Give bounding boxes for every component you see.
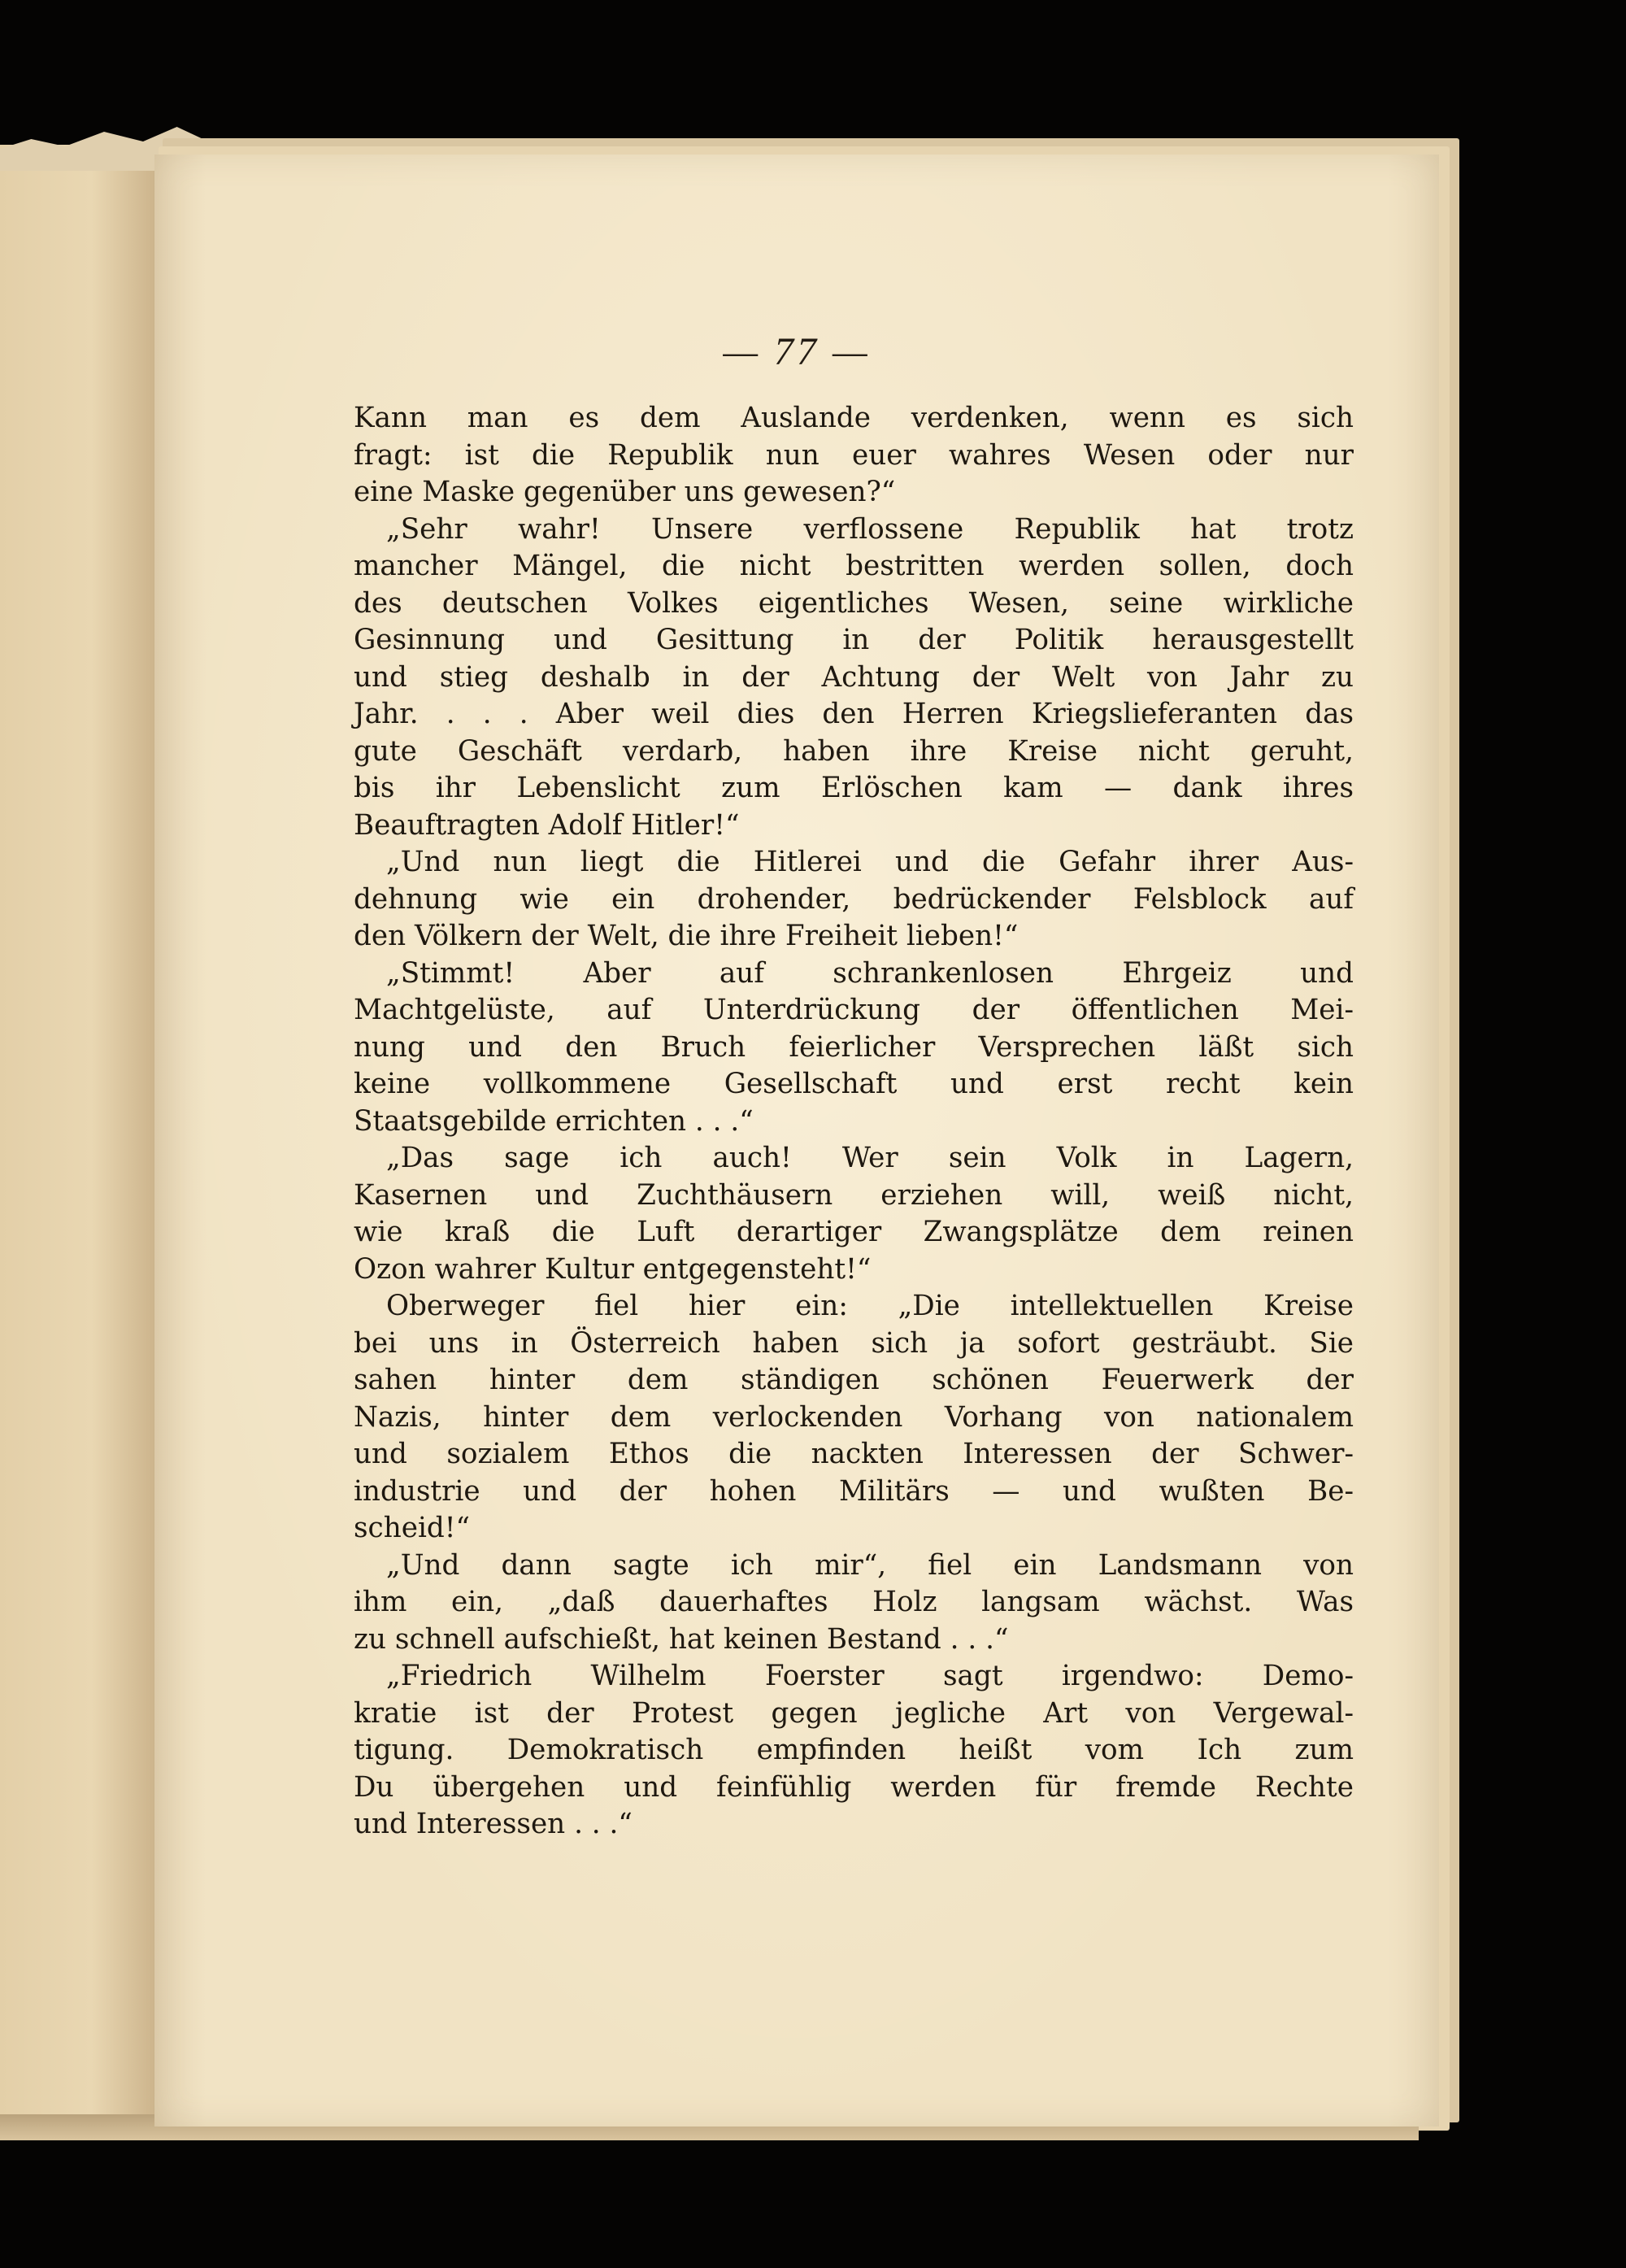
text-line: Jahr. . . . Aber weil dies den Herren Kriegslieferanten das [354,698,1354,730]
text-line: „Und nun liegt die Hitlerei und die Gefahr ihrer Aus- [386,846,1354,878]
text-line: „Das sage ich auch! Wer sein Volk in Lagern, [386,1142,1354,1174]
text-line: „Und dann sagte ich mir“, fiel ein Landsmann von [386,1548,1354,1582]
text-line: und sozialem Ethos die nackten Interessen der Schwer- [354,1438,1354,1470]
text-line: kratie ist der Protest gegen jegliche Art von Vergewal- [354,1696,1354,1730]
text-line: scheid!“ [354,1512,470,1544]
text-line: Du übergehen und feinfühlig werden für fremde Rechte [354,1770,1354,1804]
text-line: Gesinnung und Gesittung in der Politik herausgestellt [354,624,1354,656]
text-line: Nazis, hinter dem verlockenden Vorhang von nationalem [354,1400,1354,1434]
text-line: Kann man es dem Auslande verdenken, wenn es sich [354,402,1354,434]
text-line: Ozon wahrer Kultur entgegensteht!“ [354,1252,872,1286]
text-line: sahen hinter dem ständigen schönen Feuerwerk der [354,1364,1354,1396]
text-line: „Sehr wahr! Unsere verflossene Republik hat trotz [386,512,1354,546]
page-number: — 77 — [723,330,871,373]
text-line: eine Maske gegenüber uns gewesen?“ [354,476,896,508]
text-line: des deutschen Volkes eigentliches Wesen, seine wirkliche [354,586,1354,620]
text-line: und stieg deshalb in der Achtung der Welt von Jahr zu [354,660,1354,694]
text-line: bei uns in Österreich haben sich ja sofort gesträubt. Sie [354,1326,1354,1360]
body-text [354,400,1354,1844]
text-line: „Friedrich Wilhelm Foerster sagt irgendwo: Demo- [386,1660,1354,1692]
text-line: tigung. Demokratisch empfinden heißt vom Ich zum [354,1734,1354,1766]
text-line: mancher Mängel, die nicht bestritten werden sollen, doch [354,550,1354,582]
text-line: Machtgelüste, auf Unterdrückung der öffentlichen Mei- [354,994,1354,1026]
book-page [154,155,1439,2127]
text-line: Staatsgebilde errichten . . .“ [354,1104,754,1138]
text-line: bis ihr Lebenslicht zum Erlöschen kam — dank ihres [354,772,1354,804]
previous-page-edge [0,145,167,2129]
text-line: gute Geschäft verdarb, haben ihre Kreise nicht geruht, [354,734,1354,768]
text-line: zu schnell aufschießt, hat keinen Bestand . . .“ [354,1622,1009,1656]
text-line: industrie und der hohen Militärs — und wußten Be- [354,1474,1354,1508]
text-line: und Interessen . . .“ [354,1808,633,1840]
text-line: ihm ein, „daß dauerhaftes Holz langsam wächst. Was [354,1586,1354,1618]
text-line: dehnung wie ein drohender, bedrückender Felsblock auf [354,882,1354,916]
text-line: Beauftragten Adolf Hitler!“ [354,808,740,842]
text-line: nung und den Bruch feierlicher Versprechen läßt sich [354,1030,1354,1064]
text-line: „Stimmt! Aber auf schrankenlosen Ehrgeiz und [386,956,1354,990]
text-line: Kasernen und Zuchthäusern erziehen will, weiß nicht, [354,1178,1354,1212]
text-line: wie kraß die Luft derartiger Zwangsplätze dem reinen [354,1216,1354,1248]
text-line: Oberweger fiel hier ein: „Die intellektuellen Kreise [386,1290,1354,1322]
text-line: keine vollkommene Gesellschaft und erst recht kein [354,1068,1354,1100]
text-line: fragt: ist die Republik nun euer wahres Wesen oder nur [354,438,1354,472]
text-line: den Völkern der Welt, die ihre Freiheit lieben!“ [354,920,1019,952]
